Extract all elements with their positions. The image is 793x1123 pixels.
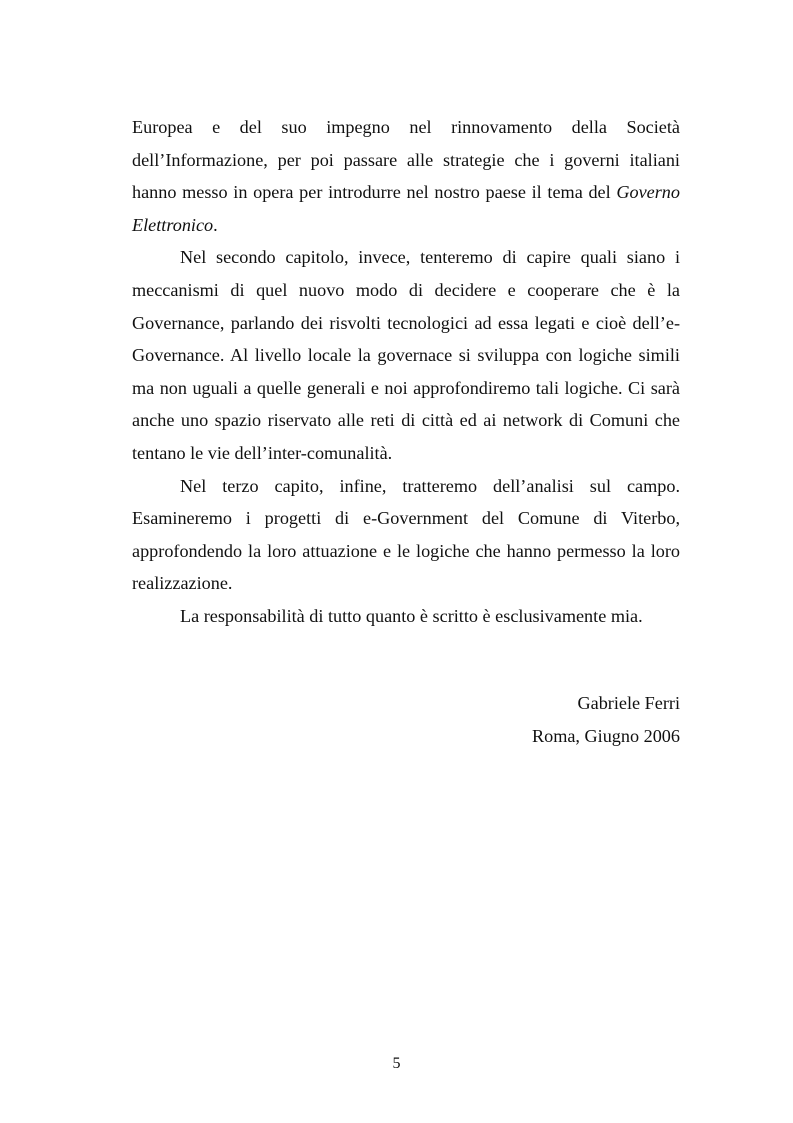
paragraph-1 — [132, 111, 680, 241]
body-text — [132, 111, 680, 633]
paragraph-1-text: Europea e del suo impegno nel rinnovamento della Società dell’Informazione, per poi passare alle strategie che i governi italiani hanno messo in opera per introdurre nel nostro paese il tema del — [132, 117, 680, 203]
paragraph-3: Nel terzo capito, infine, tratteremo dell’analisi sul campo. Esamineremo i progetti di e-Government del Comune di Viterbo, approfondendo la loro attuazione e le logiche che hanno permesso la loro realizzazione. — [132, 475, 680, 594]
signature-block — [280, 687, 680, 752]
page-number: 5 — [392, 1055, 401, 1072]
paragraph-4: La responsabilità di tutto quanto è scritto è esclusivamente mia. — [180, 605, 643, 626]
author-name: Gabriele Ferri — [577, 693, 680, 713]
paragraph-1-end: . — [213, 214, 218, 235]
paragraph-1-italic-term: Governo Elettronico — [132, 182, 680, 235]
paragraph-2: Nel secondo capitolo, invece, tenteremo di capire quali siano i meccanismi di quel nuovo modo di decidere e cooperare che è la Governance, parlando dei risvolti tecnologici ad essa legati e cioè dell’e-Governance. Al livello locale la governace si sviluppa con logiche simili ma non uguali a quelle generali e noi approfondiremo tali logiche. Ci sarà anche uno spazio riservato alle reti di città ed ai network di Comuni che tentano le vie dell’inter-comunalità. — [132, 247, 680, 463]
place-and-date: Roma, Giugno 2006 — [531, 725, 680, 746]
